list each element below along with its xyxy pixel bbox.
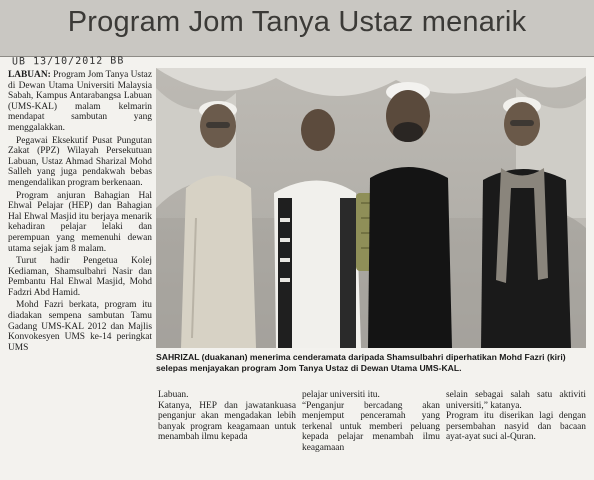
article-bottom-column-3 (446, 390, 586, 445)
caption-text: (duakanan) menerima cenderamata daripada Shamsulbahri diperhatikan Mohd Fazri (kiri) selepas menjayakan program Jom Tanya Ustaz di Dewan Utama UMS-KAL. (156, 352, 566, 373)
caption-name: SAHRIZAL (156, 352, 200, 362)
photo-caption (156, 352, 586, 373)
handwritten-date-note: UB 13/10/2012 BB (11, 55, 125, 68)
bottom-column-2-text: pelajar universiti itu. “Penganjur bercadang akan menjemput penceramah yang terkenal untuk memberi peluang kepada pelajar menambah ilmu keagamaan (302, 390, 440, 453)
paragraph-2: Pegawai Eksekutif Pusat Pungutan Zakat (PPZ) Wilayah Persekutuan Labuan, Ustaz Ahmad Sharizal Mohd Salleh yang juga pendakwah bebas mengendalikan program berkenaan. (8, 135, 152, 188)
headline-band (0, 0, 594, 57)
paragraph-1-text: Program Jom Tanya Ustaz di Dewan Utama Universiti Malaysia Sabah, Kampus Antarabangsa Labuan (UMS-KAL) malam kelmarin mendapat sambutan yang menggalakkan. (8, 70, 152, 133)
photo-illustration (156, 68, 586, 348)
article-bottom-column-1 (158, 390, 296, 445)
bottom-column-1-text: Labuan. Katanya, HEP dan jawatankuasa penganjur akan mengadakan lebih banyak program keagamaan untuk menambah ilmu kepada (158, 390, 296, 443)
article-bottom-column-2 (302, 390, 440, 456)
news-photo (156, 68, 586, 348)
paragraph-4: Turut hadir Pengetua Kolej Kediaman, Shamsulbahri Nasir dan Pembantu Hal Ehwal Masjid, Mohd Fadzri Abd Hamid. (8, 256, 152, 298)
dateline: LABUAN: (8, 70, 51, 80)
article-left-column (8, 70, 152, 474)
paragraph-1 (8, 70, 152, 134)
headline: Program Jom Tanya Ustaz menarik (67, 6, 527, 38)
paragraph-3: Program anjuran Bahagian Hal Ehwal Pelajar (HEP) dan Bahagian Hal Ehwal Masjid itu berjaya menarik kehadiran pelajar lelaki dan perempuan yang memenuhi dewan utama sejak jam 8 malam. (8, 190, 152, 254)
paragraph-5: Mohd Fazri berkata, program itu diadakan sempena sambutan Tamu Gadang UMS-KAL 2012 dan Majlis Konvokesyen UMS ke-14 peringkat UMS (8, 300, 152, 353)
bottom-column-3-text: selain sebagai salah satu aktiviti universiti,” katanya. Program itu diserikan lagi dengan persembahan nasyid dan bacaan ayat-ayat suci al-Quran. (446, 390, 586, 443)
